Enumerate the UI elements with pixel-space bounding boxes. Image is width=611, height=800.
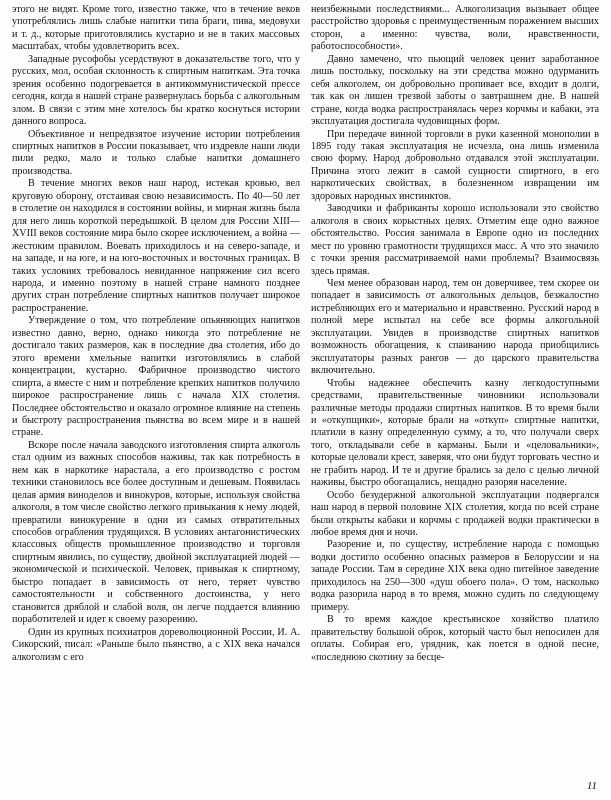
paragraph: Особо безудержной алкогольной эксплуатации подвергался наш народ в первой половине XIX столетия, когда по всей стране были открыты кабаки и корчмы с продажей водки практически в любое время дня и ночи. [311, 489, 599, 539]
paragraph: При передаче винной торговли в руки казенной монополии в 1895 году такая эксплуатация не исчезла, она лишь изменила свою форму. Народ добровольно отдавался этой эксплуатации. Причина этого лежит в самой сущности спиртного, в его наркотических свойствах, в болезненном извращении им здоровых народных инстинктов. [311, 128, 599, 202]
paragraph: В течение многих веков наш народ, истекая кровью, вел круговую оборону, отстаивая свою независимость. По 40—50 лет в столетие он находился в состоянии войны, и мирная жизнь была для него лишь короткой передышкой. В целом для России XIII—XVIII веков состояние мира было скорее исключением, а война — жестоким правилом. Воевать приходилось и на северо-западе, и на западе, и на юге, и на юго-восточных и восточных границах. В таких условиях требовалось невиданное напряжение сил всего народа, и именно поэтому в нашей стране намного позднее других стран потребление спиртных напитков получает широкое распространение. [12, 178, 300, 314]
paragraph: Заводчики и фабриканты хорошо использовали это свойство алкоголя в своих корыстных целях. Отметим еще одно важное обстоятельство. Россия занимала в Европе одно из последних мест по уровню грамотности трудящихся масс. А что это значило с точки зрения рассматриваемой нами проблемы? Взаимосвязь здесь прямая. [311, 203, 599, 277]
paragraph: В то время каждое крестьянское хозяйство платило правительству большой оброк, который часто был непосилен для оплаты. Собирая его, урядник, как поется в одной песне, «последнюю скотину за бесце- [311, 614, 599, 663]
paragraph: Вскоре после начала заводского изготовления спирта алкоголь стал одним из важных способов наживы, так как потребность в нем как в наркотике нарастала, а его производство с ростом техники становилось все более доступным и дешевым. Появилась целая армия виноделов и винокуров, которые, используя свойства алкоголя, в том числе свойство легкого привыкания к нему людей, превратили винокурение в одни из самых отвратительных способов ограбления трудящихся. В условиях антагонистических классовых обществ промышленное производство и торговля спиртным явились, по существу, двойной эксплуатацией людей — экономической и психической. Человек, привыкая к спиртному, быстро попадает в зависимость от него, теряет чувство самостоятельности и собственного достоинства, у него становится дряблой и слабой воля, он легче поддается влиянию поработителей и идет к своему разорению. [12, 439, 300, 626]
right-column [311, 4, 599, 664]
paragraph: этого не видят. Кроме того, известно также, что в течение веков употреблялись лишь слабые напитки типа браги, пива, медовухи и т. д., которые приготовлялись кустарно и не в таких массовых масштабах, чтобы удовлетворить всех. [12, 4, 300, 53]
paragraph: Западные русофобы усердствуют в доказательстве того, что у русских, мол, особая склонность к спиртным напиткам. Эта точка зрения особенно подогревается в антикоммунистической прессе сегодня, когда в нашей стране развернулась борьба с алкогольным злом. В связи с этим мне хотелось бы кратко коснуться истории данного вопроса. [12, 53, 300, 128]
page-number: 11 [586, 780, 597, 792]
paragraph: Один из крупных психиатров дореволюционной России, И. А. Сикорский, писал: «Раньше было пьянство, а с XIX века начался алкоголизм с его [12, 626, 300, 663]
paragraph: Разорение и, по существу, истребление народа с помощью водки достигло особенно опасных размеров в Белоруссии и на западе России. Там в середине XIX века одно питейное заведение приходилось на 250—300 «душ обоего пола». О том, насколько водка разорила народ в то время, можно судить по следующему примеру. [311, 539, 599, 613]
paragraph: Давно замечено, что пьющий человек ценит заработанное лишь постольку, поскольку на эти средства можно одурманить себя алкоголем, он добровольно пропивает все, входит в долги, так как он лишен трезвой заботы о завтрашнем дне. В нашей стране, когда водка распространялась через корчмы и кабаки, эта эксплуатация достигала чудовищных форм. [311, 53, 599, 128]
paragraph: Чтобы надежнее обеспечить казну легкодоступными средствами, правительственные чиновники использовали различные методы продажи спиртных напитков. В то время были и «откупщики», которые брали на «откуп» спиртные напитки, платили в казну определенную сумму, а то, что получали сверх того, откладывали себе в карманы. Были и «целовальники», которые целовали крест, заверяя, что они будут торговать честно и не грабить народ. И те и другие брались за дело с целью личной наживы, быстро обогащались, нещадно разоряя население. [311, 377, 599, 489]
text-columns [12, 4, 599, 664]
paragraph: Чем менее образован народ, тем он доверчивее, тем скорее он попадает в зависимость от алкогольных дельцов, безжалостно истребляющих его и материально и нравственно. Русский народ в полной мере испытал на себе все формы алкогольной эксплуатации. Увидев в производстве спиртных напитков возможность обогащения, к спаиванию народа приобщились эксплуататоры разных рангов — до царского правительства включительно. [311, 277, 599, 377]
paragraph: неизбежными последствиями... Алкоголизация вызывает общее расстройство здоровья с преимущественным поражением высших сторон, а именно: чувства, воли, нравственности, работоспособности». [311, 4, 599, 53]
left-column [12, 4, 300, 664]
paragraph: Объективное и непредвзятое изучение истории потребления спиртных напитков в России показывает, что издревле наши люди пили редко, мало и только слабые напитки домашнего производства. [12, 128, 300, 177]
paragraph: Утверждение о том, что потребление опьяняющих напитков известно давно, верно, однако никогда это потребление не достигало таких размеров, как в последние два столетия, ибо до этого времени хмельные напитки изготовлялись в слабой концентрации, кустарно. Фабричное производство чистого спирта, а вместе с ним и потребление крепких напитков получило широкое распространение лишь с начала XIX столетия. Последнее обстоятельство и оказало огромное влияние на степень и быстроту распространения пьянства во всем мире и в нашей стране. [12, 315, 300, 439]
